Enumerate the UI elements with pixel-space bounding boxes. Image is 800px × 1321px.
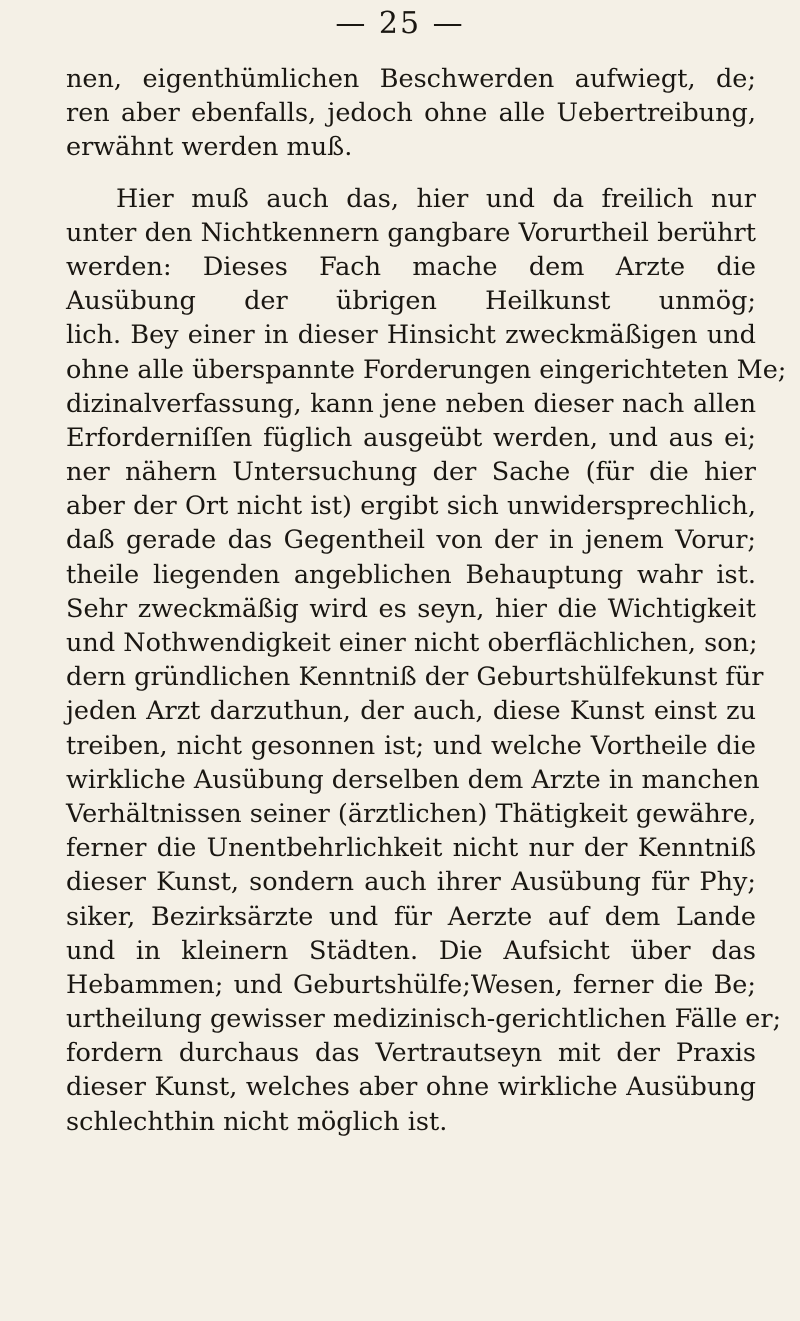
text-line: ohne alle überspannte Forderungen eingerichteten Me; xyxy=(66,354,787,385)
text-line: Verhältnissen seiner (ärztlichen) Thätigkeit gewähre, xyxy=(66,798,757,829)
text-line: erwähnt werden muß. xyxy=(66,132,353,163)
text-line: urtheilung gewisser medizinisch-gerichtlichen Fälle er; xyxy=(66,1004,782,1035)
text-line: fordern durchaus das Vertrautseyn mit der Praxis xyxy=(66,1038,756,1069)
text-line: und in kleinern Städten. Die Aufsicht über das xyxy=(66,935,756,966)
text-line: Erforderniſſen füglich ausgeübt werden, und aus ei; xyxy=(66,422,756,453)
paragraph xyxy=(66,62,756,165)
text-line: lich. Bey einer in dieser Hinsicht zweckmäßigen und xyxy=(66,320,756,351)
text-line: theile liegenden angeblichen Behauptung wahr ist. xyxy=(66,559,756,590)
text-line: siker, Bezirksärzte und für Aerzte auf dem Lande xyxy=(66,901,756,932)
text-line: wirkliche Ausübung derselben dem Arzte in manchen xyxy=(66,764,760,795)
text-line: schlechthin nicht möglich ist. xyxy=(66,1106,448,1137)
text-line: nen, eigenthümlichen Beschwerden aufwiegt, de; xyxy=(66,64,756,94)
text-line: Ausübung der übrigen Heilkunst unmög; xyxy=(66,286,756,317)
text-line: dieser Kunst, sondern auch ihrer Ausübung für Phy; xyxy=(66,867,756,898)
text-line: Hebammen; und Geburtshülfe;Wesen, ferner die Be; xyxy=(66,969,756,1000)
text-line: ren aber ebenfalls, jedoch ohne alle Uebertreibung, xyxy=(66,98,756,129)
text-line: ner nähern Untersuchung der Sache (für die hier xyxy=(66,457,756,488)
text-line: Sehr zweckmäßig wird es seyn, hier die Wichtigkeit xyxy=(66,593,756,624)
paragraph xyxy=(66,182,787,1139)
text-line: werden: Dieses Fach mache dem Arzte die xyxy=(66,251,756,282)
body-text xyxy=(66,62,787,1139)
text-line: daß gerade das Gegentheil von der in jenem Vorur; xyxy=(66,525,756,556)
text-line: treiben, nicht gesonnen ist; und welche Vortheile die xyxy=(66,730,756,761)
text-line: dern gründlichen Kenntniß der Geburtshülfekunst für xyxy=(66,662,764,693)
text-line: dieser Kunst, welches aber ohne wirkliche Ausübung xyxy=(66,1072,756,1103)
text-line: und Nothwendigkeit einer nicht oberflächlichen, son; xyxy=(66,628,758,658)
page-number: — 25 — xyxy=(335,6,465,41)
text-line: aber der Ort nicht ist) ergibt sich unwidersprechlich, xyxy=(66,491,756,522)
text-line: unter den Nichtkennern gangbare Vorurtheil berührt xyxy=(66,217,756,248)
text-line: dizinalverfassung, kann jene neben dieser nach allen xyxy=(66,388,756,419)
text-line: Hier muß auch das, hier und da freilich nur xyxy=(116,183,756,214)
text-line: ferner die Unentbehrlichkeit nicht nur der Kenntniß xyxy=(66,833,756,864)
text-line: jeden Arzt darzuthun, der auch, diese Kunst einst zu xyxy=(66,696,756,727)
